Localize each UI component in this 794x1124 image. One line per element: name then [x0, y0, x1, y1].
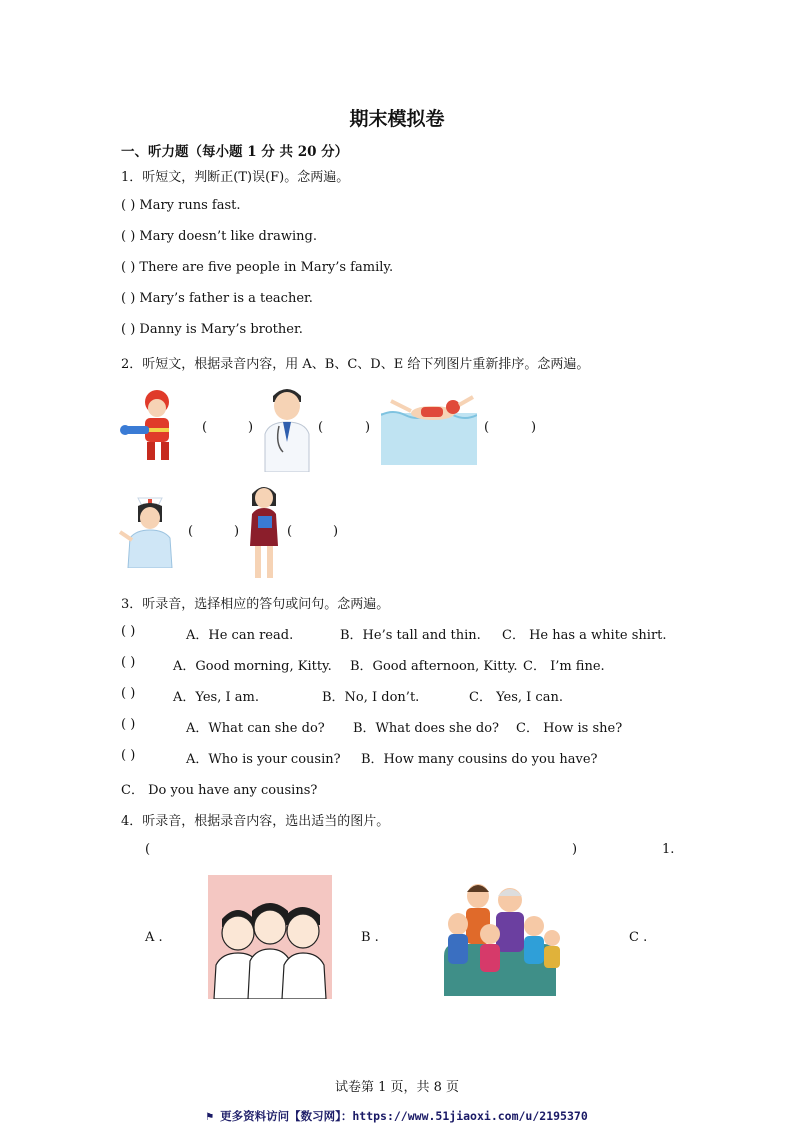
question-number: 1. — [662, 842, 675, 857]
nurse-picture — [118, 492, 182, 568]
order-blank-paren-open: ( — [188, 524, 194, 539]
order-blank-paren-close: ) — [531, 420, 537, 435]
option-b: B．No, I don’t. — [322, 690, 420, 705]
order-blank-paren-open: ( — [484, 420, 490, 435]
page-title: 期末模拟卷 — [349, 108, 445, 130]
teacher-picture — [244, 480, 284, 584]
question-3-heading: 3．听录音，选择相应的答句或问句。念两遍。 — [121, 597, 390, 612]
page-number-footer: 试卷第 1 页，共 8 页 — [334, 1080, 460, 1095]
q1-item: ( ) Mary doesn’t like drawing. — [121, 229, 317, 244]
option-a: A．He can read. — [186, 628, 294, 643]
flag-icon: ⚑ — [206, 1109, 221, 1123]
answer-blank: ( ) — [121, 624, 136, 639]
option-b: B．How many cousins do you have? — [361, 752, 598, 767]
option-a: A．What can she do? — [186, 721, 325, 736]
answer-paren-close: ) — [572, 842, 578, 857]
order-blank-paren-close: ) — [248, 420, 254, 435]
firefighter-picture — [117, 388, 197, 466]
order-blank-paren-close: ) — [365, 420, 371, 435]
question-1-heading: 1．听短文，判断正(T)误(F)。念两遍。 — [121, 170, 350, 185]
option-a: A．Yes, I am. — [173, 690, 259, 705]
three-children-picture — [208, 875, 332, 999]
option-c: C． He has a white shirt. — [502, 628, 667, 643]
option-c: C． Yes, I can. — [469, 690, 563, 705]
resource-link[interactable] — [0, 1108, 794, 1124]
option-a-label: A . — [145, 930, 163, 945]
order-blank-paren-close: ) — [333, 524, 339, 539]
order-blank-paren-close: ) — [234, 524, 240, 539]
option-b: B．What does she do? — [353, 721, 500, 736]
question-2-heading: 2．听短文，根据录音内容，用 A、B、C、D、E 给下列图片重新排序。念两遍。 — [121, 357, 590, 372]
doctor-picture — [259, 382, 315, 472]
big-family-picture — [434, 878, 566, 996]
swimmer-picture — [381, 389, 477, 465]
q1-item: ( ) Mary runs fast. — [121, 198, 241, 213]
q1-item: ( ) Mary’s father is a teacher. — [121, 291, 313, 306]
order-blank-paren-open: ( — [202, 420, 208, 435]
order-blank-paren-open: ( — [318, 420, 324, 435]
resource-link-text[interactable]: 更多资料访问【数习网】：https://www.51jiaoxi.com/u/2195370 — [220, 1109, 588, 1123]
option-c-label: C . — [629, 930, 648, 945]
option-c-wrapped: C． Do you have any cousins? — [121, 783, 318, 798]
option-c: C． How is she? — [516, 721, 623, 736]
order-blank-paren-open: ( — [287, 524, 293, 539]
option-b: B．Good afternoon, Kitty. — [350, 659, 518, 674]
option-a: A．Who is your cousin? — [186, 752, 341, 767]
option-b: B．He’s tall and thin. — [340, 628, 481, 643]
option-b-label: B . — [361, 930, 379, 945]
answer-blank: ( ) — [121, 655, 136, 670]
question-4-heading: 4．听录音，根据录音内容，选出适当的图片。 — [121, 814, 390, 829]
section-heading-listening: 一、听力题（每小题 1 分 共 20 分） — [121, 144, 349, 160]
option-c: C． I’m fine. — [523, 659, 605, 674]
answer-blank: ( ) — [121, 686, 136, 701]
answer-blank: ( ) — [121, 748, 136, 763]
answer-paren-open: ( — [145, 842, 151, 857]
q1-item: ( ) There are five people in Mary’s family. — [121, 260, 394, 275]
answer-blank: ( ) — [121, 717, 136, 732]
option-a: A．Good morning, Kitty. — [173, 659, 332, 674]
q1-item: ( ) Danny is Mary’s brother. — [121, 322, 303, 337]
